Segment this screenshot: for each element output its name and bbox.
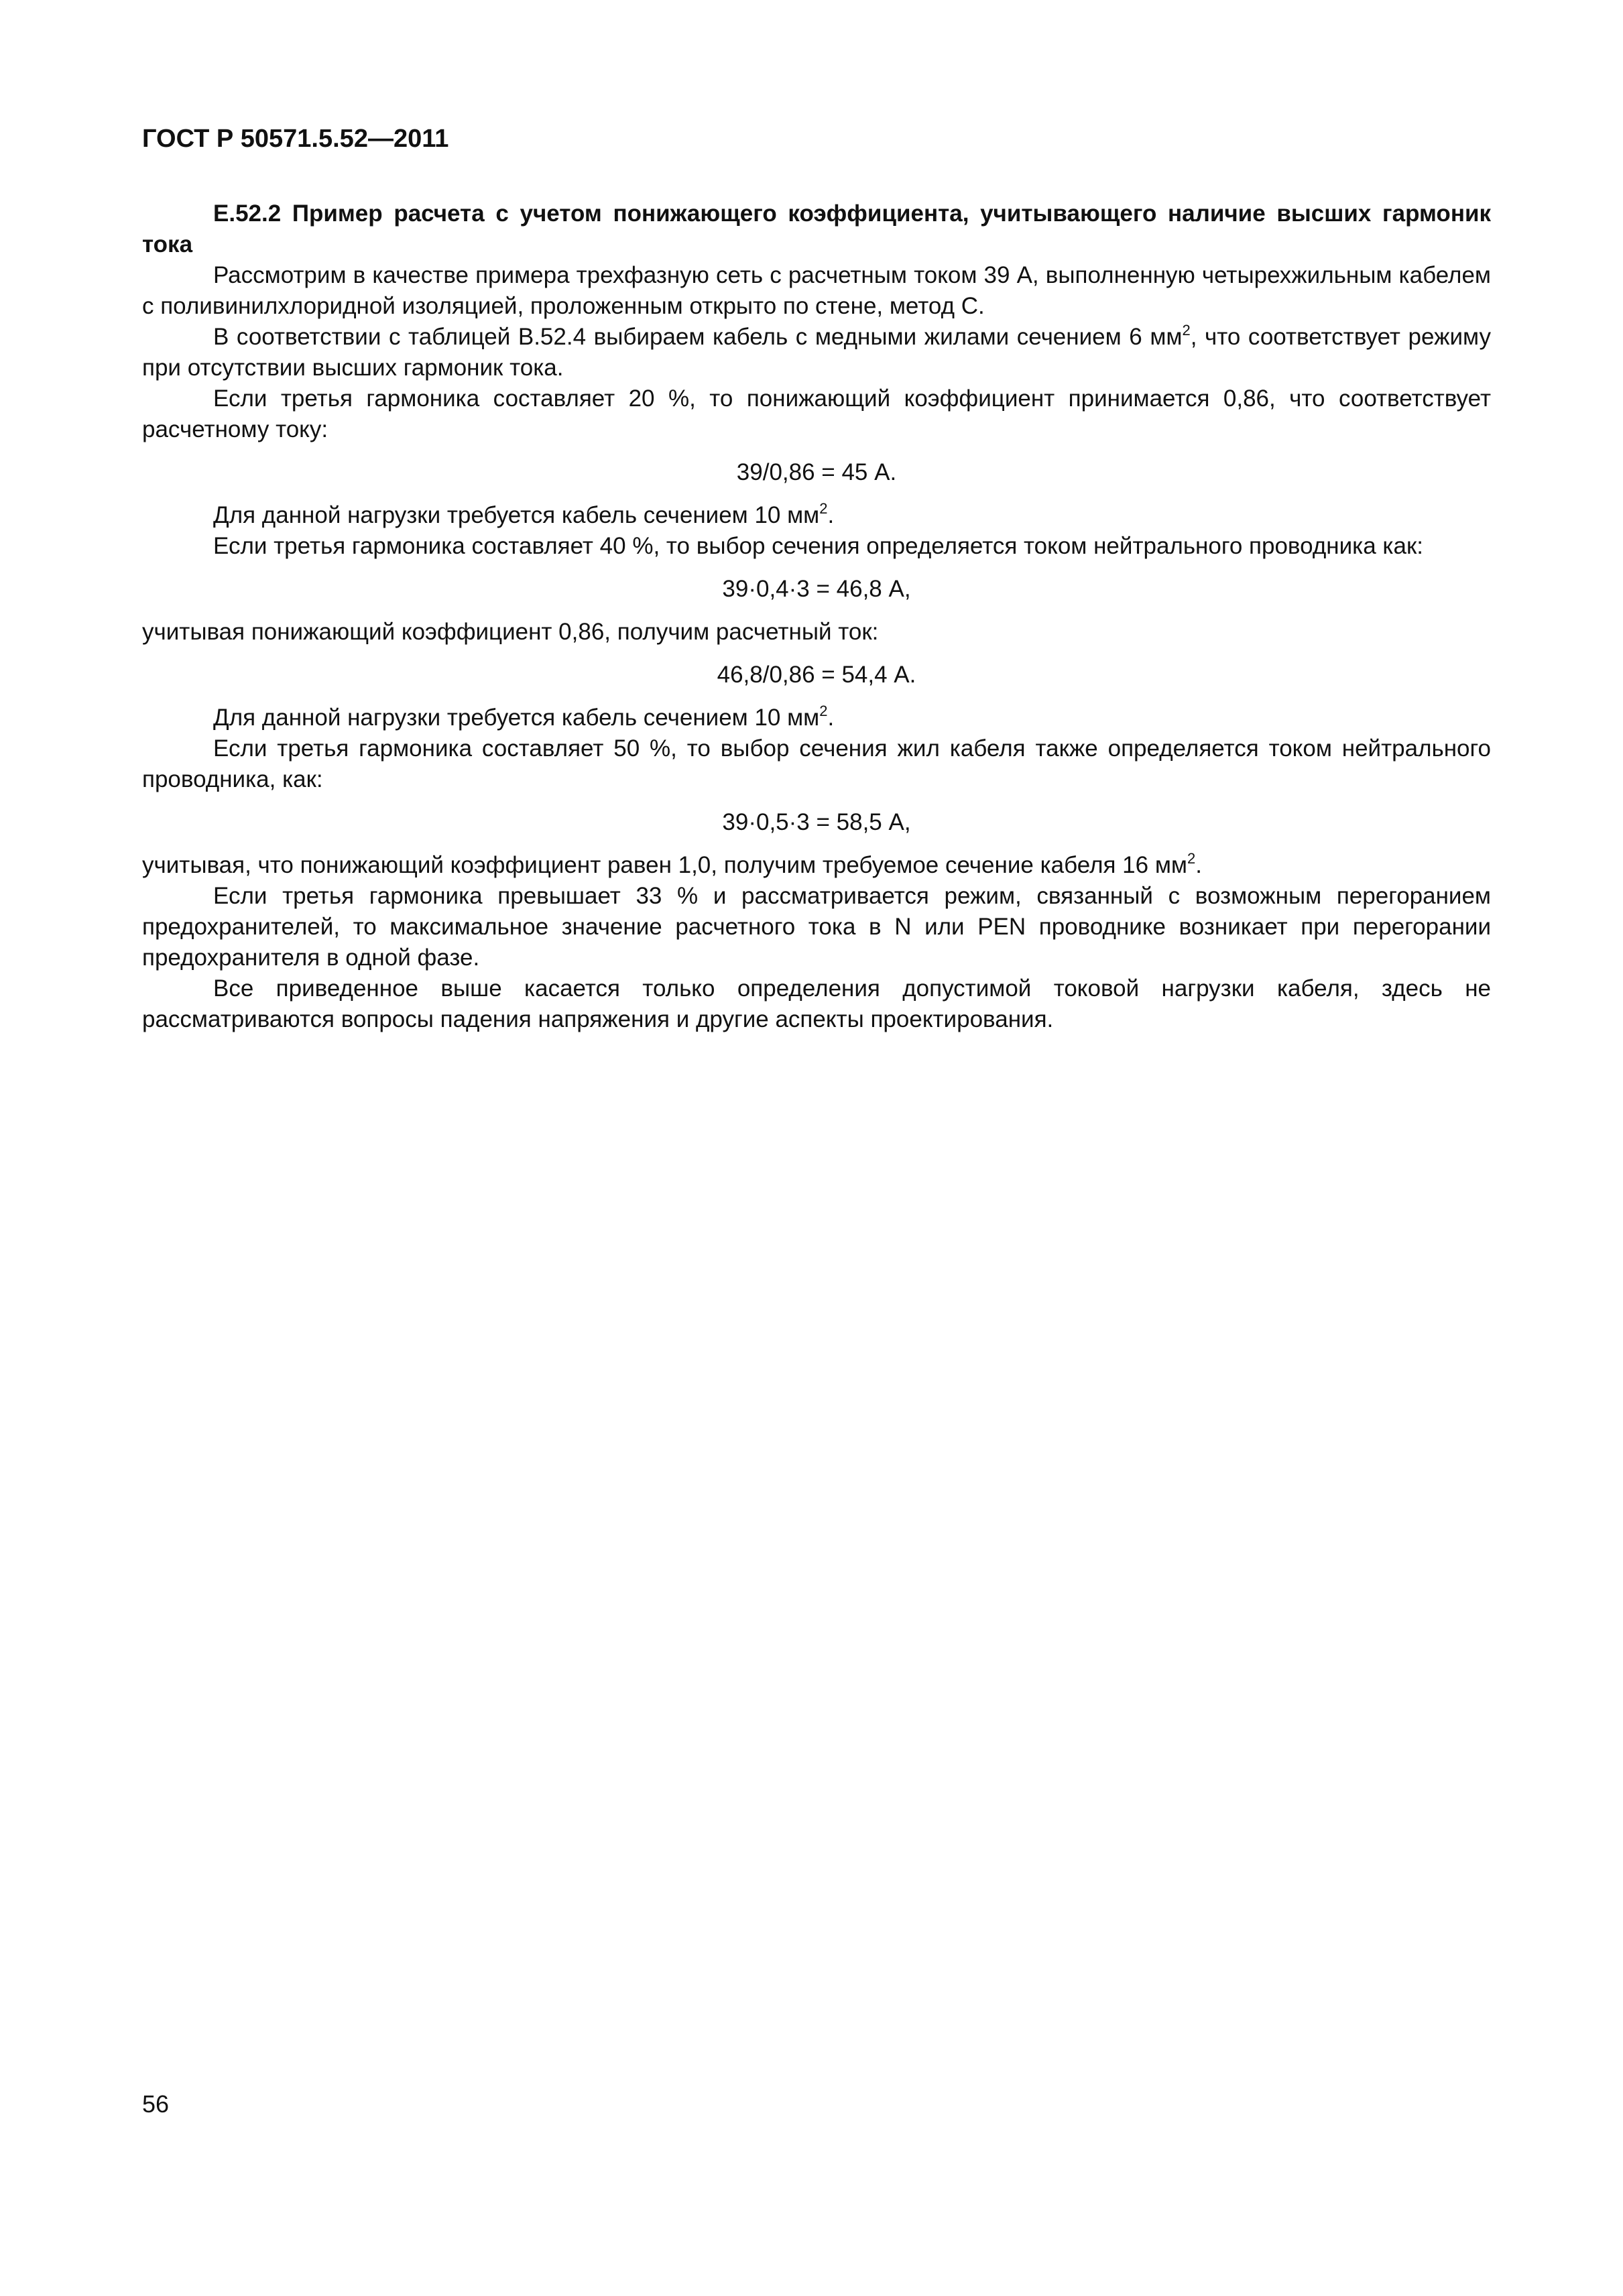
paragraph: Если третья гармоника превышает 33 % и рассматривается режим, связанный с возможным перегоранием предохранителей, то максимальное значение расчетного тока в N или PEN проводнике возникает при перегорании предохранителя в одной фазе.	[142, 883, 1491, 971]
paragraph	[142, 500, 1491, 531]
paragraph	[142, 322, 1491, 383]
paragraph	[142, 703, 1491, 733]
text-run: .	[827, 705, 835, 731]
document-header: ГОСТ Р 50571.5.52—2011	[142, 125, 449, 153]
section-body	[142, 198, 1491, 1035]
text-run: .	[827, 502, 835, 528]
text-run: Для данной нагрузки требуется кабель сечением 10 мм	[213, 502, 820, 528]
superscript: 2	[1182, 322, 1191, 339]
paragraph: Рассмотрим в качестве примера трехфазную сеть с расчетным током 39 А, выполненную четырехжильным кабелем с поливинилхлоридной изоляцией, проложенным открыто по стене, метод С.	[142, 262, 1491, 319]
section-heading: Е.52.2 Пример расчета с учетом понижающего коэффициента, учитывающего наличие высших гармоник тока	[142, 200, 1491, 257]
page-number: 56	[142, 2090, 170, 2118]
text-run: учитывая, что понижающий коэффициент равен 1,0, получим требуемое сечение кабеля 16 мм	[142, 852, 1187, 878]
superscript: 2	[819, 500, 828, 517]
text-run: Для данной нагрузки требуется кабель сечением 10 мм	[213, 705, 820, 731]
superscript: 2	[1187, 850, 1196, 867]
formula: 39/0,86 = 45 А.	[736, 459, 897, 485]
text-run: В соответствии с таблицей В.52.4 выбираем кабель с медными жилами сечением 6 мм	[213, 324, 1183, 350]
formula: 39·0,4·3 = 46,8 А,	[722, 576, 911, 602]
paragraph: Все приведенное выше касается только определения допустимой токовой нагрузки кабеля, здесь не рассматриваются вопросы падения напряжения и другие аспекты проектирования.	[142, 975, 1491, 1032]
paragraph: Если третья гармоника составляет 40 %, то выбор сечения определяется током нейтрального проводника как:	[213, 533, 1423, 559]
text-run: .	[1195, 852, 1202, 878]
superscript: 2	[819, 703, 828, 719]
text-run: , что соответствует режиму при отсутствии высших гармоник тока.	[142, 324, 1491, 381]
paragraph: учитывая понижающий коэффициент 0,86, получим расчетный ток:	[142, 619, 879, 645]
formula: 46,8/0,86 = 54,4 А.	[717, 662, 916, 688]
formula: 39·0,5·3 = 58,5 А,	[722, 809, 911, 835]
paragraph: Если третья гармоника составляет 50 %, то выбор сечения жил кабеля также определяется током нейтрального проводника, как:	[142, 735, 1491, 792]
paragraph: Если третья гармоника составляет 20 %, то понижающий коэффициент принимается 0,86, что соответствует расчетному току:	[142, 385, 1491, 442]
paragraph	[142, 850, 1491, 881]
